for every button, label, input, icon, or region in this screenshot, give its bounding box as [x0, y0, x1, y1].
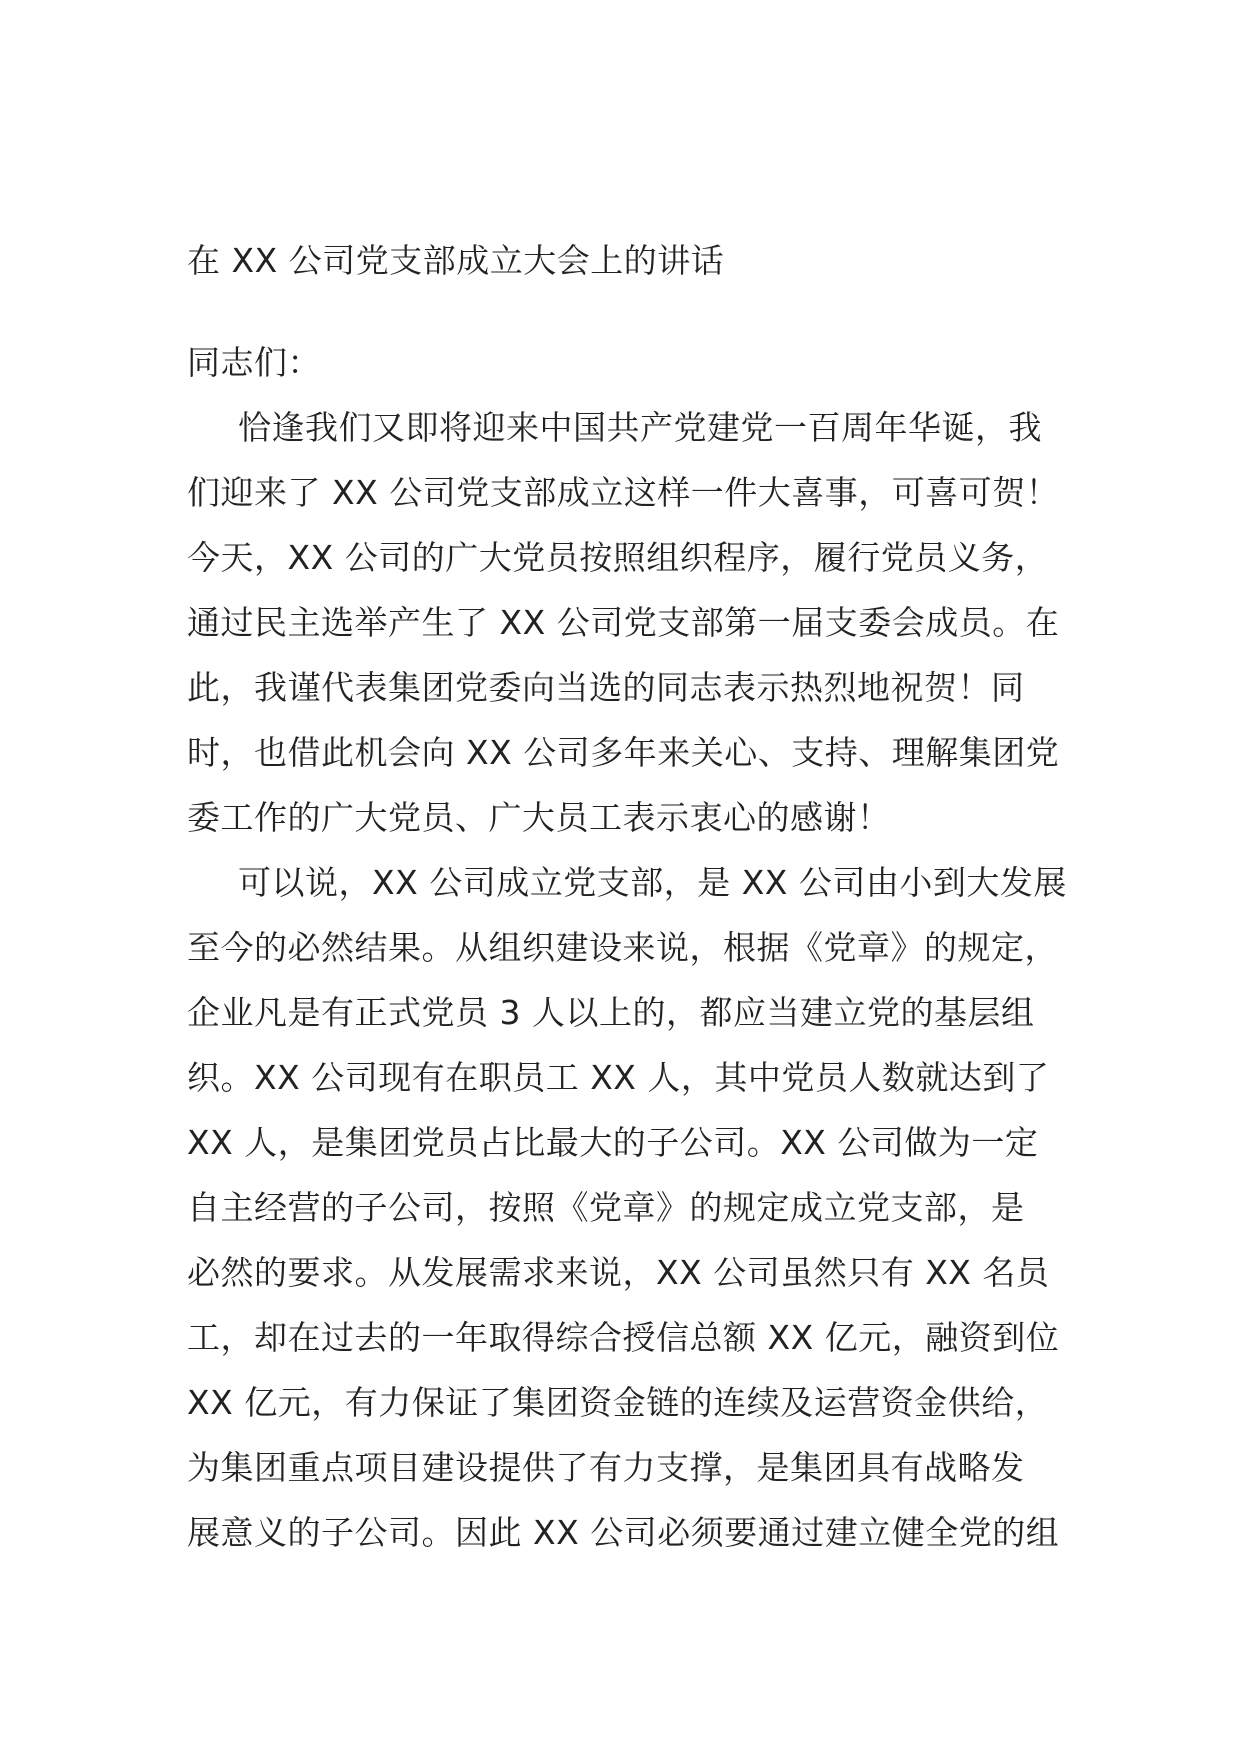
paragraph-line: 展意义的子公司。因此 XX 公司必须要通过建立健全党的组	[187, 1513, 1060, 1552]
document-title: 在 XX 公司党支部成立大会上的讲话	[187, 241, 725, 280]
paragraph-line: 恰逢我们又即将迎来中国共产党建党一百周年华诞，我	[238, 408, 1042, 447]
paragraph-line: XX 亿元，有力保证了集团资金链的连续及运营资金供给，	[187, 1383, 1049, 1422]
document-body	[187, 330, 1067, 1565]
paragraph-line: 必然的要求。从发展需求来说，XX 公司虽然只有 XX 名员	[187, 1253, 1050, 1292]
paragraph-line: 至今的必然结果。从组织建设来说，根据《党章》的规定，	[187, 928, 1058, 967]
paragraph-line: 企业凡是有正式党员 3 人以上的，都应当建立党的基层组	[187, 993, 1035, 1032]
paragraph-line: 工，却在过去的一年取得综合授信总额 XX 亿元，融资到位	[187, 1318, 1060, 1357]
paragraph-line: 今天，XX 公司的广大党员按照组织程序，履行党员义务，	[187, 538, 1049, 577]
salutation-line: 同志们：	[187, 343, 321, 382]
paragraph-line: 通过民主选举产生了 XX 公司党支部第一届支委会成员。在	[187, 603, 1060, 642]
paragraph-line: 自主经营的子公司，按照《党章》的规定成立党支部，是	[187, 1188, 1025, 1227]
paragraph-line: 时，也借此机会向 XX 公司多年来关心、支持、理解集团党	[187, 733, 1060, 772]
paragraph-line: 织。XX 公司现有在职员工 XX 人，其中党员人数就达到了	[187, 1058, 1050, 1097]
paragraph-line: 们迎来了 XX 公司党支部成立这样一件大喜事，可喜可贺！	[187, 473, 1060, 512]
paragraph-line: 委工作的广大党员、广大员工表示衷心的感谢！	[187, 798, 891, 837]
paragraph-line: 可以说，XX 公司成立党支部，是 XX 公司由小到大发展	[238, 863, 1067, 902]
paragraph-line: 为集团重点项目建设提供了有力支撑，是集团具有战略发	[187, 1448, 1025, 1487]
paragraph-line: 此，我谨代表集团党委向当选的同志表示热烈地祝贺！同	[187, 668, 1025, 707]
paragraph-line: XX 人，是集团党员占比最大的子公司。XX 公司做为一定	[187, 1123, 1039, 1162]
